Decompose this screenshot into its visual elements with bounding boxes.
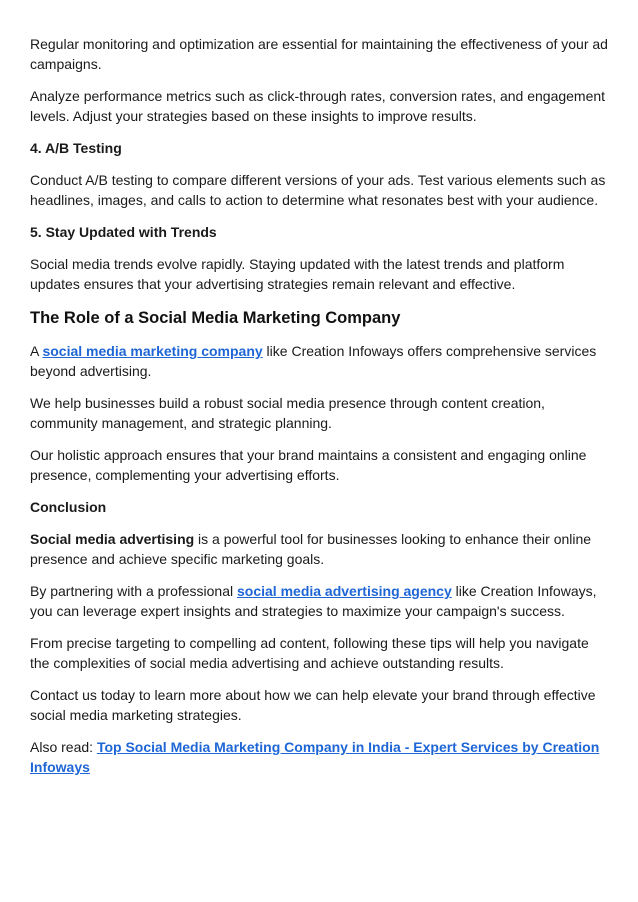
- conclusion-paragraph-2: [30, 581, 612, 621]
- document-page: [30, 34, 612, 789]
- also-read-paragraph: [30, 737, 612, 777]
- conclusion-paragraph-1: [30, 529, 612, 569]
- social-media-marketing-company-link[interactable]: social media marketing company: [42, 343, 263, 359]
- role-paragraph-3: Our holistic approach ensures that your brand maintains a consistent and engaging online presence, complementing your advertising efforts.: [30, 447, 587, 483]
- also-read-link[interactable]: Top Social Media Marketing Company in India - Expert Services by Creation Infoways: [30, 739, 600, 775]
- conclusion-p2-suffix: like Creation Infoways, you can leverage expert insights and strategies to maximize your campaign's success.: [30, 583, 597, 619]
- analyze-paragraph: Analyze performance metrics such as click-through rates, conversion rates, and engagement levels. Adjust your strategies based on these insights to improve results.: [30, 88, 606, 124]
- social-media-advertising-agency-link[interactable]: social media advertising agency: [237, 583, 452, 599]
- role-section-heading: The Role of a Social Media Marketing Company: [30, 309, 401, 327]
- conclusion-paragraph-4: Contact us today to learn more about how we can help elevate your brand through effective social media marketing strategies.: [30, 687, 596, 723]
- conclusion-heading: Conclusion: [30, 499, 107, 515]
- ab-testing-heading: 4. A/B Testing: [30, 140, 122, 156]
- trends-paragraph: Social media trends evolve rapidly. Staying updated with the latest trends and platform updates ensures that your advertising strategies remain relevant and effective.: [30, 256, 565, 292]
- conclusion-paragraph-3: From precise targeting to compelling ad content, following these tips will help you navigate the complexities of social media advertising and achieve outstanding results.: [30, 635, 589, 671]
- role-p1-prefix: A: [30, 343, 43, 359]
- conclusion-p1-rest: is a powerful tool for businesses looking to enhance their online presence and achieve specific marketing goals.: [30, 531, 592, 567]
- monitoring-paragraph: Regular monitoring and optimization are essential for maintaining the effectiveness of your ad campaigns.: [30, 36, 608, 72]
- role-p1-suffix: like Creation Infoways offers comprehensive services beyond advertising.: [30, 343, 597, 379]
- role-paragraph-2: We help businesses build a robust social media presence through content creation, community management, and strategic planning.: [30, 395, 545, 431]
- conclusion-p1-bold: Social media advertising: [30, 531, 195, 547]
- ab-testing-paragraph: Conduct A/B testing to compare different versions of your ads. Test various elements such as headlines, images, and calls to action to determine what resonates best with your audience.: [30, 172, 606, 208]
- role-paragraph-1: [30, 341, 612, 381]
- conclusion-p2-prefix: By partnering with a professional: [30, 583, 237, 599]
- also-read-label: Also read:: [30, 739, 97, 755]
- trends-heading: 5. Stay Updated with Trends: [30, 224, 217, 240]
